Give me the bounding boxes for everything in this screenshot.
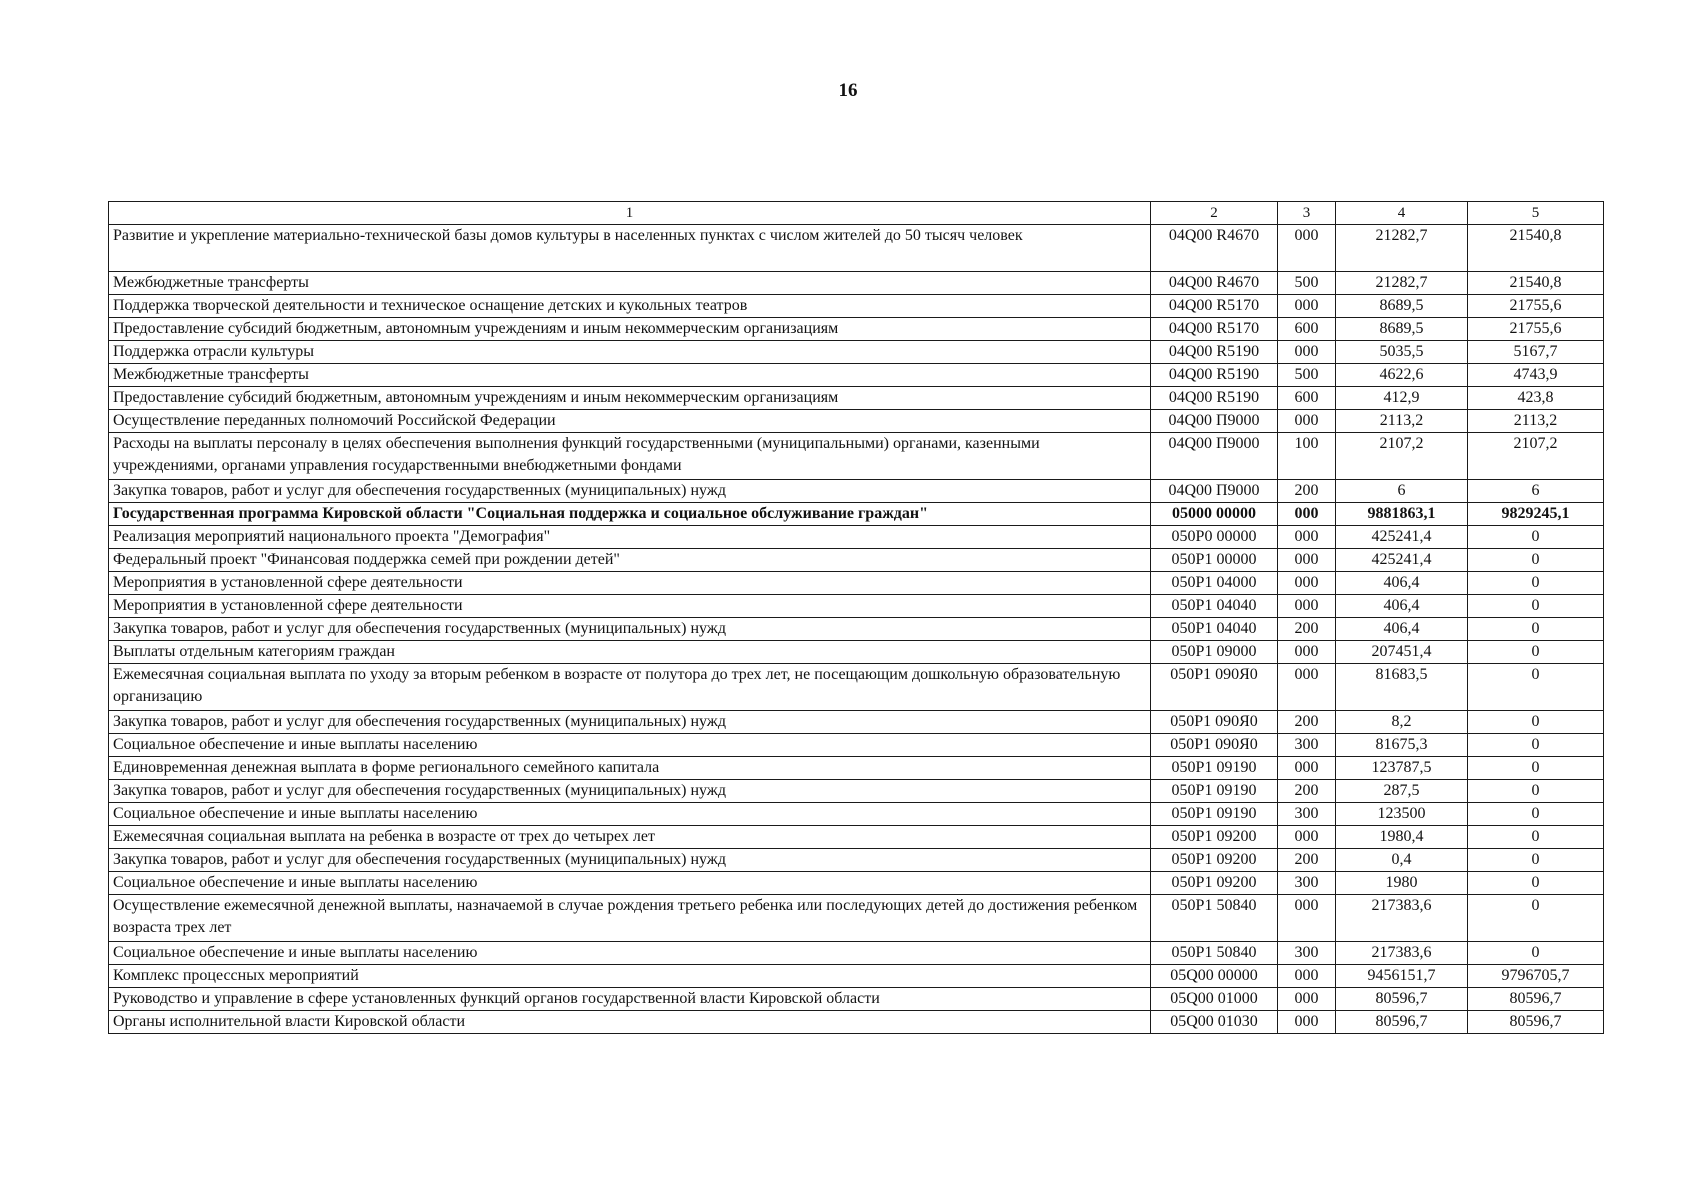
row-code-cell: 050P1 09200 — [1151, 826, 1278, 849]
row-value-year2-cell: 80596,7 — [1468, 1011, 1604, 1034]
table-row — [109, 757, 1604, 780]
row-value-year1-cell: 425241,4 — [1336, 526, 1468, 549]
row-expense-type-cell: 000 — [1278, 341, 1336, 364]
row-name-cell: Мероприятия в установленной сфере деятельности — [109, 572, 1151, 595]
row-name-cell: Поддержка отрасли культуры — [109, 341, 1151, 364]
row-value-year1-cell: 2107,2 — [1336, 433, 1468, 480]
row-expense-type-cell: 500 — [1278, 272, 1336, 295]
row-value-year1-cell: 406,4 — [1336, 618, 1468, 641]
row-value-year1-cell: 9456151,7 — [1336, 965, 1468, 988]
row-value-year2-cell: 2113,2 — [1468, 410, 1604, 433]
row-name-cell: Комплекс процессных мероприятий — [109, 965, 1151, 988]
row-code-cell: 04Q00 R4670 — [1151, 225, 1278, 272]
row-expense-type-cell: 200 — [1278, 618, 1336, 641]
row-code-cell: 050P1 090Я0 — [1151, 734, 1278, 757]
table-row — [109, 272, 1604, 295]
row-value-year2-cell: 21755,6 — [1468, 318, 1604, 341]
row-value-year2-cell: 21540,8 — [1468, 272, 1604, 295]
table-row — [109, 503, 1604, 526]
row-name-cell: Мероприятия в установленной сфере деятельности — [109, 595, 1151, 618]
row-code-cell: 05Q00 00000 — [1151, 965, 1278, 988]
table-row — [109, 942, 1604, 965]
row-value-year1-cell: 123787,5 — [1336, 757, 1468, 780]
row-value-year1-cell: 287,5 — [1336, 780, 1468, 803]
row-expense-type-cell: 000 — [1278, 526, 1336, 549]
row-value-year2-cell: 0 — [1468, 526, 1604, 549]
row-name-cell: Закупка товаров, работ и услуг для обеспечения государственных (муниципальных) нужд — [109, 618, 1151, 641]
table-row — [109, 480, 1604, 503]
row-name-cell: Предоставление субсидий бюджетным, автономным учреждениям и иным некоммерческим организациям — [109, 318, 1151, 341]
row-expense-type-cell: 300 — [1278, 803, 1336, 826]
table-row — [109, 572, 1604, 595]
row-code-cell: 050P1 50840 — [1151, 895, 1278, 942]
row-value-year1-cell: 217383,6 — [1336, 942, 1468, 965]
row-code-cell: 04Q00 R5190 — [1151, 364, 1278, 387]
row-code-cell: 050P1 04000 — [1151, 572, 1278, 595]
row-value-year1-cell: 5035,5 — [1336, 341, 1468, 364]
row-expense-type-cell: 000 — [1278, 965, 1336, 988]
row-expense-type-cell: 000 — [1278, 503, 1336, 526]
row-name-cell: Реализация мероприятий национального проекта "Демография" — [109, 526, 1151, 549]
table-row — [109, 341, 1604, 364]
row-value-year1-cell: 6 — [1336, 480, 1468, 503]
row-name-cell: Закупка товаров, работ и услуг для обеспечения государственных (муниципальных) нужд — [109, 711, 1151, 734]
row-code-cell: 04Q00 R5170 — [1151, 295, 1278, 318]
row-expense-type-cell: 200 — [1278, 480, 1336, 503]
row-code-cell: 04Q00 R5190 — [1151, 387, 1278, 410]
table-row — [109, 387, 1604, 410]
row-name-cell: Ежемесячная социальная выплата по уходу за вторым ребенком в возрасте от полутора до трех лет, не посещающим дошкольную образовательную организацию — [109, 664, 1151, 711]
row-expense-type-cell: 000 — [1278, 1011, 1336, 1034]
row-code-cell: 050P1 09190 — [1151, 780, 1278, 803]
row-name-cell: Развитие и укрепление материально-технической базы домов культуры в населенных пунктах с числом жителей до 50 тысяч человек — [109, 225, 1151, 272]
row-value-year2-cell: 0 — [1468, 826, 1604, 849]
table-row — [109, 549, 1604, 572]
table-row — [109, 780, 1604, 803]
row-value-year2-cell: 21755,6 — [1468, 295, 1604, 318]
row-expense-type-cell: 100 — [1278, 433, 1336, 480]
row-expense-type-cell: 600 — [1278, 387, 1336, 410]
row-value-year1-cell: 1980,4 — [1336, 826, 1468, 849]
row-code-cell: 04Q00 R5190 — [1151, 341, 1278, 364]
row-value-year2-cell: 0 — [1468, 572, 1604, 595]
table-row — [109, 1011, 1604, 1034]
row-expense-type-cell: 000 — [1278, 410, 1336, 433]
row-code-cell: 05Q00 01000 — [1151, 988, 1278, 1011]
column-header-4: 4 — [1336, 202, 1468, 225]
row-expense-type-cell: 000 — [1278, 988, 1336, 1011]
row-name-cell: Закупка товаров, работ и услуг для обеспечения государственных (муниципальных) нужд — [109, 849, 1151, 872]
row-value-year2-cell: 9796705,7 — [1468, 965, 1604, 988]
row-expense-type-cell: 300 — [1278, 942, 1336, 965]
row-value-year2-cell: 0 — [1468, 849, 1604, 872]
row-value-year1-cell: 0,4 — [1336, 849, 1468, 872]
table-body — [109, 225, 1604, 1034]
table-row — [109, 526, 1604, 549]
column-header-2: 2 — [1151, 202, 1278, 225]
row-code-cell: 050P1 09190 — [1151, 757, 1278, 780]
row-expense-type-cell: 000 — [1278, 641, 1336, 664]
row-expense-type-cell: 000 — [1278, 225, 1336, 272]
row-value-year1-cell: 406,4 — [1336, 595, 1468, 618]
table-row — [109, 734, 1604, 757]
row-code-cell: 050P1 04040 — [1151, 618, 1278, 641]
row-value-year1-cell: 21282,7 — [1336, 272, 1468, 295]
row-expense-type-cell: 200 — [1278, 849, 1336, 872]
row-expense-type-cell: 500 — [1278, 364, 1336, 387]
row-code-cell: 04Q00 П9000 — [1151, 410, 1278, 433]
row-value-year2-cell: 0 — [1468, 664, 1604, 711]
row-expense-type-cell: 000 — [1278, 664, 1336, 711]
row-value-year2-cell: 0 — [1468, 734, 1604, 757]
table-row — [109, 595, 1604, 618]
row-code-cell: 04Q00 R5170 — [1151, 318, 1278, 341]
row-code-cell: 050P0 00000 — [1151, 526, 1278, 549]
row-value-year2-cell: 423,8 — [1468, 387, 1604, 410]
row-value-year1-cell: 8689,5 — [1336, 295, 1468, 318]
row-expense-type-cell: 300 — [1278, 734, 1336, 757]
row-value-year2-cell: 6 — [1468, 480, 1604, 503]
row-value-year2-cell: 9829245,1 — [1468, 503, 1604, 526]
row-name-cell: Закупка товаров, работ и услуг для обеспечения государственных (муниципальных) нужд — [109, 780, 1151, 803]
row-code-cell: 050P1 00000 — [1151, 549, 1278, 572]
row-value-year1-cell: 123500 — [1336, 803, 1468, 826]
row-expense-type-cell: 000 — [1278, 595, 1336, 618]
table-row — [109, 849, 1604, 872]
row-value-year2-cell: 0 — [1468, 618, 1604, 641]
row-name-cell: Государственная программа Кировской области "Социальная поддержка и социальное обслуживание граждан" — [109, 503, 1151, 526]
row-value-year2-cell: 0 — [1468, 757, 1604, 780]
table-row — [109, 364, 1604, 387]
row-value-year1-cell: 81675,3 — [1336, 734, 1468, 757]
row-code-cell: 050P1 090Я0 — [1151, 664, 1278, 711]
row-value-year2-cell: 0 — [1468, 895, 1604, 942]
row-value-year1-cell: 1980 — [1336, 872, 1468, 895]
row-name-cell: Социальное обеспечение и иные выплаты населению — [109, 734, 1151, 757]
row-expense-type-cell: 300 — [1278, 872, 1336, 895]
row-value-year2-cell: 0 — [1468, 595, 1604, 618]
row-name-cell: Единовременная денежная выплата в форме регионального семейного капитала — [109, 757, 1151, 780]
budget-table-container — [108, 201, 1603, 1034]
row-name-cell: Ежемесячная социальная выплата на ребенка в возрасте от трех до четырех лет — [109, 826, 1151, 849]
table-row — [109, 803, 1604, 826]
row-name-cell: Межбюджетные трансферты — [109, 272, 1151, 295]
row-value-year2-cell: 0 — [1468, 711, 1604, 734]
row-value-year2-cell: 5167,7 — [1468, 341, 1604, 364]
row-value-year1-cell: 425241,4 — [1336, 549, 1468, 572]
table-row — [109, 826, 1604, 849]
row-name-cell: Социальное обеспечение и иные выплаты населению — [109, 942, 1151, 965]
table-row — [109, 965, 1604, 988]
row-name-cell: Социальное обеспечение и иные выплаты населению — [109, 803, 1151, 826]
table-row — [109, 225, 1604, 272]
row-expense-type-cell: 000 — [1278, 549, 1336, 572]
budget-table — [108, 201, 1604, 1034]
row-value-year2-cell: 0 — [1468, 803, 1604, 826]
row-value-year1-cell: 81683,5 — [1336, 664, 1468, 711]
row-value-year1-cell: 4622,6 — [1336, 364, 1468, 387]
row-value-year2-cell: 0 — [1468, 641, 1604, 664]
page-number: 16 — [838, 80, 858, 101]
column-header-1: 1 — [109, 202, 1151, 225]
row-value-year2-cell: 0 — [1468, 872, 1604, 895]
table-row — [109, 295, 1604, 318]
table-row — [109, 895, 1604, 942]
row-code-cell: 050P1 04040 — [1151, 595, 1278, 618]
row-value-year1-cell: 2113,2 — [1336, 410, 1468, 433]
row-value-year1-cell: 207451,4 — [1336, 641, 1468, 664]
row-code-cell: 050P1 09200 — [1151, 849, 1278, 872]
row-code-cell: 050P1 09190 — [1151, 803, 1278, 826]
row-expense-type-cell: 000 — [1278, 295, 1336, 318]
row-expense-type-cell: 000 — [1278, 572, 1336, 595]
row-name-cell: Органы исполнительной власти Кировской области — [109, 1011, 1151, 1034]
row-expense-type-cell: 200 — [1278, 780, 1336, 803]
row-name-cell: Осуществление переданных полномочий Российской Федерации — [109, 410, 1151, 433]
table-row — [109, 988, 1604, 1011]
row-code-cell: 050P1 09200 — [1151, 872, 1278, 895]
row-code-cell: 050P1 09000 — [1151, 641, 1278, 664]
row-value-year2-cell: 2107,2 — [1468, 433, 1604, 480]
row-expense-type-cell: 600 — [1278, 318, 1336, 341]
row-expense-type-cell: 000 — [1278, 826, 1336, 849]
row-value-year1-cell: 406,4 — [1336, 572, 1468, 595]
row-name-cell: Осуществление ежемесячной денежной выплаты, назначаемой в случае рождения третьего ребенка или последующих детей до достижения ребенком возраста трех лет — [109, 895, 1151, 942]
row-name-cell: Социальное обеспечение и иные выплаты населению — [109, 872, 1151, 895]
row-code-cell: 05Q00 01030 — [1151, 1011, 1278, 1034]
table-row — [109, 618, 1604, 641]
row-value-year2-cell: 21540,8 — [1468, 225, 1604, 272]
row-name-cell: Федеральный проект "Финансовая поддержка семей при рождении детей" — [109, 549, 1151, 572]
row-code-cell: 04Q00 П9000 — [1151, 480, 1278, 503]
row-expense-type-cell: 000 — [1278, 895, 1336, 942]
row-value-year1-cell: 8689,5 — [1336, 318, 1468, 341]
row-code-cell: 04Q00 R4670 — [1151, 272, 1278, 295]
row-expense-type-cell: 000 — [1278, 757, 1336, 780]
table-row — [109, 872, 1604, 895]
table-row — [109, 664, 1604, 711]
table-row — [109, 433, 1604, 480]
row-name-cell: Руководство и управление в сфере установленных функций органов государственной власти Кировской области — [109, 988, 1151, 1011]
table-row — [109, 318, 1604, 341]
row-code-cell: 050P1 090Я0 — [1151, 711, 1278, 734]
row-name-cell: Поддержка творческой деятельности и техническое оснащение детских и кукольных театров — [109, 295, 1151, 318]
row-name-cell: Выплаты отдельным категориям граждан — [109, 641, 1151, 664]
column-header-3: 3 — [1278, 202, 1336, 225]
row-name-cell: Закупка товаров, работ и услуг для обеспечения государственных (муниципальных) нужд — [109, 480, 1151, 503]
row-value-year1-cell: 80596,7 — [1336, 1011, 1468, 1034]
row-name-cell: Расходы на выплаты персоналу в целях обеспечения выполнения функций государственными (муниципальными) органами, казенными учреждениями, органами управления государственными внебюджетными фондами — [109, 433, 1151, 480]
row-value-year1-cell: 217383,6 — [1336, 895, 1468, 942]
row-value-year1-cell: 8,2 — [1336, 711, 1468, 734]
row-value-year1-cell: 21282,7 — [1336, 225, 1468, 272]
row-code-cell: 050P1 50840 — [1151, 942, 1278, 965]
row-expense-type-cell: 200 — [1278, 711, 1336, 734]
row-value-year2-cell: 0 — [1468, 780, 1604, 803]
table-row — [109, 410, 1604, 433]
row-value-year2-cell: 0 — [1468, 942, 1604, 965]
table-row — [109, 711, 1604, 734]
row-code-cell: 05000 00000 — [1151, 503, 1278, 526]
row-value-year1-cell: 80596,7 — [1336, 988, 1468, 1011]
row-value-year2-cell: 0 — [1468, 549, 1604, 572]
row-value-year2-cell: 4743,9 — [1468, 364, 1604, 387]
row-value-year1-cell: 412,9 — [1336, 387, 1468, 410]
row-name-cell: Межбюджетные трансферты — [109, 364, 1151, 387]
table-row — [109, 641, 1604, 664]
row-value-year2-cell: 80596,7 — [1468, 988, 1604, 1011]
table-header-row — [109, 202, 1604, 225]
row-name-cell: Предоставление субсидий бюджетным, автономным учреждениям и иным некоммерческим организациям — [109, 387, 1151, 410]
row-code-cell: 04Q00 П9000 — [1151, 433, 1278, 480]
column-header-5: 5 — [1468, 202, 1604, 225]
row-value-year1-cell: 9881863,1 — [1336, 503, 1468, 526]
